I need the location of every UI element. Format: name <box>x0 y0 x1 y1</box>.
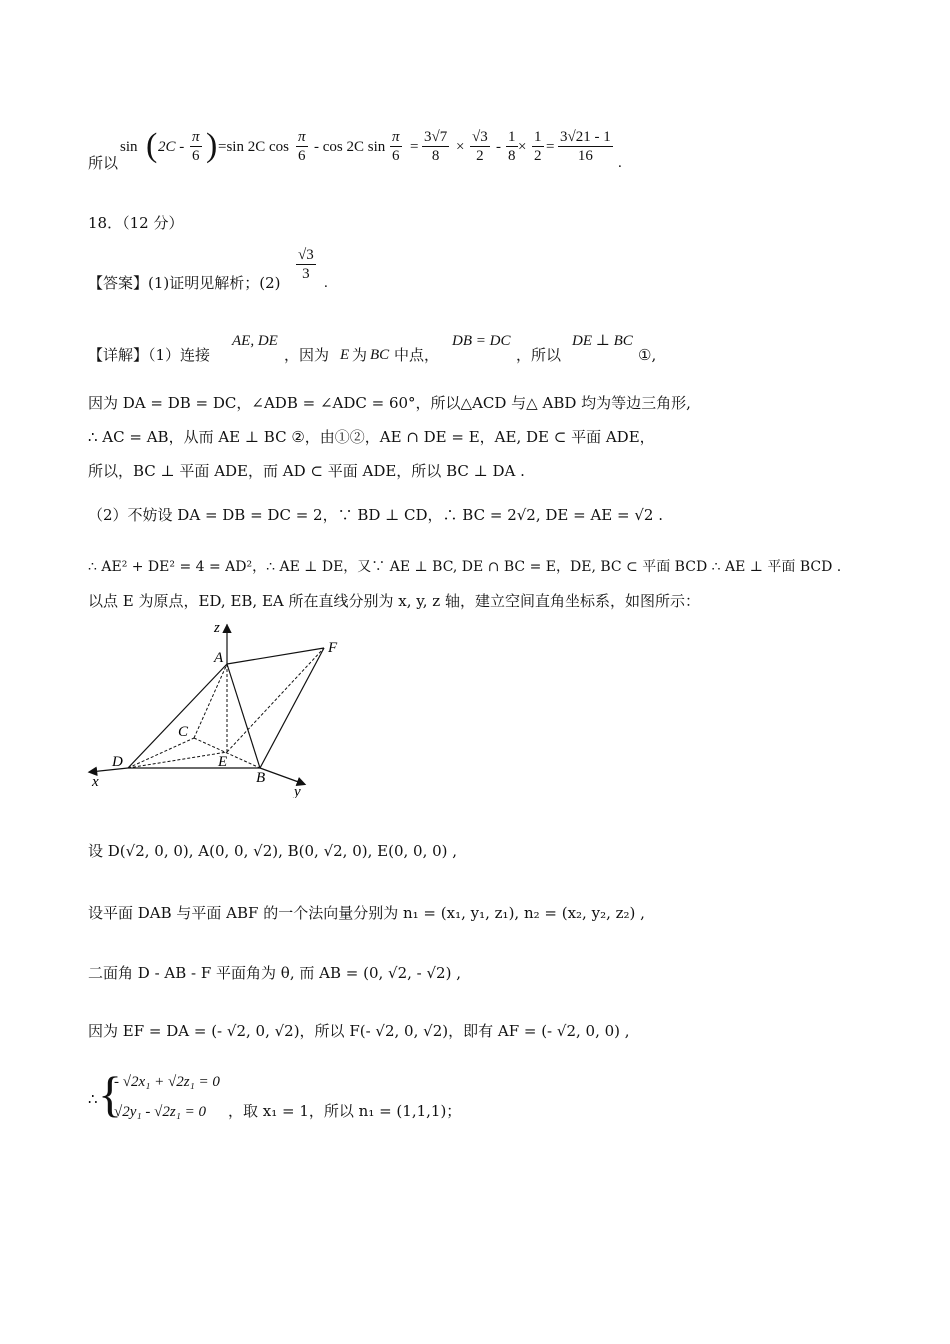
edge-ab <box>227 664 260 768</box>
times-sign-2: × <box>518 139 527 155</box>
answer-period: . <box>324 275 328 291</box>
paren-left: ( <box>146 127 158 164</box>
label-c: C <box>178 724 189 740</box>
frac-pi6-b: $\frac{\pi}{6}$ <box>298 129 306 164</box>
sin-text: sin <box>120 139 138 155</box>
detail-because: ，因为 <box>284 346 330 364</box>
detail-e: E <box>340 347 350 363</box>
period: . <box>618 155 622 171</box>
eq-sign: = <box>410 139 419 155</box>
frac-1-2: $\frac{1}{2}$ <box>534 129 542 164</box>
text-line-9: 以点 E 为原点，ED, EB, EA 所在直线分别为 x, y, z 轴，建立空间直角坐标系，如图所示： <box>88 592 700 610</box>
detail-bc: BC <box>370 347 390 363</box>
edge-da <box>128 664 227 768</box>
text-line-4: 因为 DA = DB = DC，∠ADB = ∠ADC = 60°，所以△ACD 与△ ABD 均为等边三角形, <box>88 394 691 412</box>
detail-db-dc: DB = DC <box>452 333 511 349</box>
eq-sign-2: = <box>546 139 555 155</box>
frac-pi6-c: $\frac{\pi}{6}$ <box>392 129 400 164</box>
minus-sign: - <box>496 139 501 155</box>
answer-fraction: $\frac{√3}{3}$ <box>298 247 314 282</box>
equation-system <box>88 1066 588 1132</box>
text-line-11: 设平面 DAB 与平面 ABF 的一个法向量分别为 n₁ = (x₁, y₁, z₁), n₂ = (x₂, y₂, z₂) , <box>88 904 645 922</box>
edge-ca <box>194 664 227 738</box>
edge-bf <box>260 648 324 768</box>
left-brace: { <box>98 1066 122 1122</box>
frac-3sqrt7-8: $\frac{3√7}{8}$ <box>424 129 448 164</box>
label-a: A <box>214 650 224 666</box>
therefore-sign: ∴ <box>88 1090 98 1108</box>
label-y: y <box>294 784 301 798</box>
line-prefix: 所以 <box>88 154 119 172</box>
answer-prefix: 【答案】(1)证明见解析；(2) <box>88 274 281 292</box>
edge-dc <box>128 738 194 768</box>
expr-d: - cos 2C sin <box>314 139 386 155</box>
text-line-5: ∴ AC = AB，从而 AE ⊥ BC ②，由①②，AE ∩ DE = E，AE, DE ⊂ 平面 ADE， <box>88 428 655 446</box>
equation-tail: ，取 x₁ = 1，所以 n₁ = (1,1,1)； <box>228 1102 462 1120</box>
label-e: E <box>218 754 228 770</box>
frac-result: $\frac{3√21 - 1}{16}$ <box>560 129 611 164</box>
text-line-13: 因为 EF = DA = (- √2, 0, √2)，所以 F(- √2, 0, √2)，即有 AF = (- √2, 0, 0) , <box>88 1022 630 1040</box>
detail-de-perp-bc: DE ⊥ BC <box>572 333 633 349</box>
times-sign: × <box>456 139 465 155</box>
expr-2c: 2C - <box>158 139 185 155</box>
label-f: F <box>328 640 338 656</box>
text-line-12: 二面角 D - AB - F 平面角为 θ, 而 AB = (0, √2, - √2) , <box>88 964 461 982</box>
frac-sqrt3-2: $\frac{√3}{2}$ <box>472 129 488 164</box>
text-line-8: ∴ AE² + DE² = 4 = AD²，∴ AE ⊥ DE，又∵ AE ⊥ BC, DE ∩ BC = E，DE, BC ⊂ 平面 BCD ∴ AE ⊥ 平面 BCD . <box>88 559 842 575</box>
detail-is: 为 <box>352 346 368 364</box>
text-line-10: 设 D(√2, 0, 0), A(0, 0, √2), B(0, √2, 0), E(0, 0, 0) , <box>88 842 458 860</box>
edge-af <box>227 648 324 664</box>
frac-1-8: $\frac{1}{8}$ <box>508 129 516 164</box>
coordinate-figure <box>80 618 360 798</box>
label-x: x <box>92 774 99 790</box>
expr-c: =sin 2C cos <box>218 139 289 155</box>
equation-1: - √2x₁ + √2z₁ = 0 <box>114 1074 220 1090</box>
text-line-6: 所以，BC ⊥ 平面 ADE，而 AD ⊂ 平面 ADE，所以 BC ⊥ DA . <box>88 462 525 480</box>
label-d: D <box>112 754 123 770</box>
detail-ae-de: AE, DE <box>232 333 278 349</box>
edge-ef <box>227 648 324 752</box>
paren-right: ) <box>206 127 218 164</box>
detail-so: ，所以 <box>516 346 562 364</box>
text-line-7: （2）不妨设 DA = DB = DC = 2，∵ BD ⊥ CD，∴ BC = 2√2, DE = AE = √2 . <box>88 506 663 524</box>
detail-midpoint: 中点， <box>394 346 440 364</box>
detail-circle-1: ①, <box>638 346 657 364</box>
question-number: 18．（12 分） <box>88 214 184 232</box>
y-axis <box>260 768 304 784</box>
frac-pi6-a: $\frac{\pi}{6}$ <box>192 129 200 164</box>
detail-prefix: 【详解】（1）连接 <box>88 346 211 364</box>
label-b: B <box>256 770 266 786</box>
equation-2: √2y₁ - √2z₁ = 0 <box>114 1104 207 1120</box>
label-z: z <box>214 620 220 636</box>
edge-de <box>128 752 227 768</box>
